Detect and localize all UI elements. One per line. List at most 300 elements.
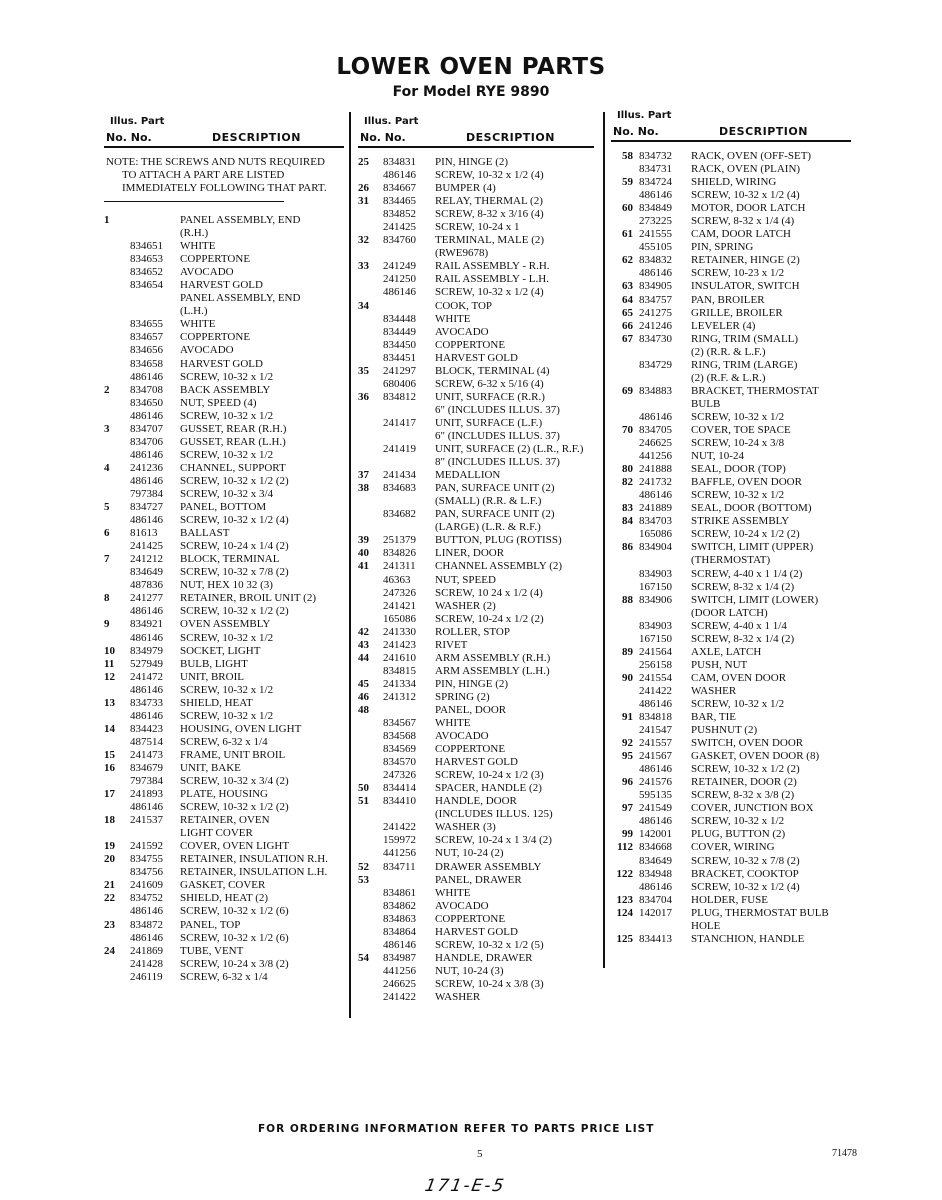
part-no: 486146 bbox=[130, 905, 163, 918]
part-no: 241421 bbox=[383, 599, 416, 612]
part-no: 241869 bbox=[130, 944, 163, 957]
part-row bbox=[611, 385, 851, 398]
illus-no: 66 bbox=[622, 319, 633, 332]
part-row bbox=[104, 553, 344, 566]
part-description: BULB bbox=[691, 397, 721, 410]
part-no: 486146 bbox=[130, 514, 163, 527]
illus-no bbox=[358, 574, 383, 587]
part-no: 834948 bbox=[639, 867, 672, 880]
part-description: RACK, OVEN (OFF-SET) bbox=[691, 150, 812, 162]
illus-no bbox=[358, 286, 383, 299]
illus-no bbox=[358, 743, 383, 756]
illus-no bbox=[358, 495, 383, 508]
part-description: AVOCADO bbox=[435, 730, 489, 743]
part-row bbox=[104, 397, 344, 410]
part-no: 167150 bbox=[639, 580, 672, 593]
part-no: 834449 bbox=[383, 325, 416, 338]
part-description: GUSSET, REAR (L.H.) bbox=[180, 435, 286, 448]
part-row bbox=[611, 463, 851, 476]
illus-no: 21 bbox=[104, 879, 115, 892]
part-row bbox=[358, 887, 594, 900]
part-row bbox=[358, 234, 594, 247]
part-no: 834863 bbox=[383, 912, 416, 925]
part-row bbox=[358, 574, 594, 587]
part-no: 834651 bbox=[130, 240, 163, 253]
part-description: SCREW, 10-32 x 1/2 bbox=[691, 815, 785, 828]
part-no: 241537 bbox=[130, 814, 163, 827]
part-no: 834657 bbox=[130, 331, 163, 344]
header-rule bbox=[358, 146, 594, 148]
part-description: SCREW, 10-32 x 1/2 (2) bbox=[691, 763, 800, 776]
illus-no: 92 bbox=[622, 737, 633, 750]
part-no: 81613 bbox=[130, 527, 158, 540]
part-no: 241275 bbox=[639, 306, 672, 319]
part-row bbox=[104, 266, 344, 279]
illus-no bbox=[358, 443, 383, 456]
illus-no: 5 bbox=[104, 501, 110, 514]
part-description: ARM ASSEMBLY (L.H.) bbox=[435, 664, 550, 677]
part-row bbox=[358, 900, 594, 913]
illus-no bbox=[104, 775, 130, 788]
illus-no bbox=[104, 801, 130, 814]
header-description: DESCRIPTION bbox=[212, 131, 301, 144]
part-description: HARVEST GOLD bbox=[435, 756, 518, 769]
part-description: PANEL, TOP bbox=[180, 918, 241, 931]
illus-no bbox=[358, 508, 383, 521]
part-no: 834410 bbox=[383, 795, 416, 808]
part-no: 834872 bbox=[130, 918, 163, 931]
illus-no bbox=[611, 789, 639, 802]
part-no: 834831 bbox=[383, 156, 416, 168]
part-description: MEDALLION bbox=[435, 469, 501, 482]
part-description: STANCHION, HANDLE bbox=[691, 932, 805, 945]
part-description: RING, TRIM (SMALL) bbox=[691, 332, 799, 345]
part-description: SCREW, 8-32 x 3/8 (2) bbox=[691, 789, 795, 802]
part-row bbox=[104, 449, 344, 462]
part-row bbox=[104, 488, 344, 501]
part-no: 486146 bbox=[639, 697, 672, 710]
part-description: SCREW, 6-32 x 1/4 bbox=[180, 735, 268, 748]
part-description: HARVEST GOLD bbox=[435, 351, 518, 364]
column-divider-2 bbox=[603, 112, 605, 968]
part-no: 680406 bbox=[383, 377, 416, 390]
part-row bbox=[104, 905, 344, 918]
illus-no bbox=[104, 684, 130, 697]
part-description: SCREW, 8-32 x 1/4 (2) bbox=[691, 632, 795, 645]
illus-no bbox=[611, 581, 639, 594]
part-row bbox=[358, 626, 594, 639]
part-row bbox=[358, 169, 594, 182]
illus-no: 50 bbox=[358, 782, 369, 795]
parts-list bbox=[104, 214, 344, 984]
part-description: (SMALL) (R.R. & L.F.) bbox=[435, 495, 542, 508]
note-line: NOTE: THE SCREWS AND NUTS REQUIRED bbox=[106, 156, 325, 168]
part-row bbox=[358, 260, 594, 273]
part-description: SWITCH, LIMIT (UPPER) bbox=[691, 541, 814, 554]
part-no: 834755 bbox=[130, 853, 163, 866]
part-row bbox=[104, 879, 344, 892]
part-no: 241592 bbox=[130, 840, 163, 853]
part-row bbox=[104, 736, 344, 749]
part-description: BACK ASSEMBLY bbox=[180, 383, 271, 396]
part-description: (L.H.) bbox=[180, 305, 208, 318]
illus-no bbox=[358, 521, 383, 534]
part-description: RING, TRIM (LARGE) bbox=[691, 358, 798, 371]
part-no: 834656 bbox=[130, 344, 163, 357]
part-row bbox=[104, 540, 344, 553]
illus-no bbox=[611, 398, 639, 411]
part-no bbox=[383, 874, 435, 887]
column-header bbox=[104, 114, 344, 146]
part-description: SCREW, 10-32 x 1/2 (6) bbox=[180, 905, 289, 918]
part-description: SCREW, 10-23 x 1/2 bbox=[691, 267, 785, 280]
illus-no: 40 bbox=[358, 547, 369, 560]
part-row bbox=[358, 508, 594, 521]
illus-no bbox=[611, 698, 639, 711]
part-row bbox=[358, 182, 594, 195]
illus-no: 64 bbox=[622, 293, 633, 306]
part-row bbox=[358, 365, 594, 378]
illus-no: 3 bbox=[104, 422, 110, 435]
part-no: 486146 bbox=[639, 815, 672, 828]
part-row bbox=[611, 228, 851, 241]
illus-no bbox=[358, 326, 383, 339]
part-description: GRILLE, BROILER bbox=[691, 306, 783, 319]
part-description: WASHER bbox=[435, 991, 481, 1003]
illus-no bbox=[358, 208, 383, 221]
part-description: LINER, DOOR bbox=[435, 547, 505, 560]
part-no bbox=[383, 247, 435, 260]
part-no: 834423 bbox=[130, 722, 163, 735]
part-no: 834904 bbox=[639, 541, 672, 554]
part-row bbox=[611, 607, 851, 620]
part-row bbox=[358, 795, 594, 808]
part-row bbox=[358, 691, 594, 704]
part-row bbox=[104, 318, 344, 331]
illus-no bbox=[611, 346, 639, 359]
part-description: PANEL, DRAWER bbox=[435, 873, 522, 886]
part-row bbox=[358, 352, 594, 365]
part-description: SCREW, 10-32 x 1/2 bbox=[691, 489, 785, 502]
part-no: 834731 bbox=[639, 163, 672, 176]
illus-no bbox=[611, 633, 639, 646]
part-row bbox=[611, 855, 851, 868]
part-row bbox=[104, 475, 344, 488]
part-no: 834649 bbox=[130, 566, 163, 579]
part-description: WHITE bbox=[435, 886, 471, 899]
illus-no: 19 bbox=[104, 840, 115, 853]
illus-no bbox=[358, 730, 383, 743]
illus-no bbox=[611, 359, 639, 372]
part-description: CAM, OVEN DOOR bbox=[691, 671, 787, 684]
part-row bbox=[358, 782, 594, 795]
part-row bbox=[358, 717, 594, 730]
part-row bbox=[611, 515, 851, 528]
part-row bbox=[358, 300, 594, 313]
part-no: 834861 bbox=[383, 886, 416, 899]
part-row bbox=[611, 672, 851, 685]
part-no: 246625 bbox=[639, 437, 672, 450]
part-no: 273225 bbox=[639, 215, 672, 228]
part-no: 241555 bbox=[639, 228, 672, 241]
part-row bbox=[104, 892, 344, 905]
part-row bbox=[611, 202, 851, 215]
part-no: 246625 bbox=[383, 977, 416, 990]
part-row bbox=[611, 476, 851, 489]
illus-no bbox=[358, 808, 383, 821]
part-row bbox=[104, 971, 344, 984]
illus-no: 84 bbox=[622, 515, 633, 528]
part-no: 834451 bbox=[383, 351, 416, 364]
part-description: HARVEST GOLD bbox=[435, 925, 518, 938]
part-no bbox=[130, 292, 180, 305]
part-no: 486146 bbox=[639, 880, 672, 893]
part-no: 797384 bbox=[130, 487, 163, 500]
illus-no bbox=[104, 266, 130, 279]
part-no bbox=[383, 404, 435, 417]
part-row bbox=[611, 568, 851, 581]
illus-no: 61 bbox=[622, 228, 633, 241]
illus-no: 4 bbox=[104, 461, 110, 474]
part-row bbox=[358, 952, 594, 965]
part-description: RACK, OVEN (PLAIN) bbox=[691, 163, 801, 176]
part-row bbox=[104, 279, 344, 292]
note-line: TO ATTACH A PART ARE LISTED bbox=[122, 169, 285, 181]
header-no-no: No. No. bbox=[613, 125, 659, 138]
illus-no bbox=[358, 926, 383, 939]
part-description: BUMPER (4) bbox=[435, 182, 496, 195]
part-no: 486146 bbox=[130, 709, 163, 722]
illus-no: 51 bbox=[358, 795, 369, 808]
part-row bbox=[611, 241, 851, 254]
part-row bbox=[104, 801, 344, 814]
part-no: 834679 bbox=[130, 761, 163, 774]
part-row bbox=[358, 821, 594, 834]
part-no bbox=[130, 214, 180, 227]
illus-no bbox=[104, 605, 130, 618]
part-no: 441256 bbox=[383, 847, 416, 860]
part-row bbox=[611, 920, 851, 933]
part-no bbox=[130, 827, 180, 840]
part-row bbox=[358, 978, 594, 991]
part-description: SCREW, 4-40 x 1 1/4 bbox=[691, 619, 787, 632]
part-no bbox=[383, 495, 435, 508]
part-no: 834705 bbox=[639, 423, 672, 436]
part-description: LEVELER (4) bbox=[691, 319, 756, 332]
illus-no bbox=[104, 632, 130, 645]
illus-no: 62 bbox=[622, 254, 633, 267]
part-row bbox=[358, 587, 594, 600]
part-description: SWITCH, OVEN DOOR bbox=[691, 737, 804, 750]
part-description: SCREW, 10-32 x 1/2 bbox=[180, 631, 274, 644]
part-no: 247326 bbox=[383, 586, 416, 599]
illus-no bbox=[358, 456, 383, 469]
part-description: SCREW, 10-32 x 1/2 (4) bbox=[435, 286, 544, 299]
part-no: 241422 bbox=[383, 991, 416, 1003]
part-no: 241893 bbox=[130, 788, 163, 801]
illus-no bbox=[611, 437, 639, 450]
part-row bbox=[358, 430, 594, 443]
part-description: SCREW, 10-24 x 1/2 (3) bbox=[435, 769, 544, 782]
part-no bbox=[383, 430, 435, 443]
part-description: SCREW, 8-32 x 3/16 (4) bbox=[435, 208, 544, 221]
part-no: 246119 bbox=[130, 970, 163, 983]
part-description: SCREW, 10-24 x 3/8 bbox=[691, 437, 785, 450]
illus-no bbox=[104, 866, 130, 879]
illus-no bbox=[104, 436, 130, 449]
part-description: SCREW, 10 24 x 1/2 (4) bbox=[435, 586, 543, 599]
illus-no bbox=[358, 600, 383, 613]
part-row bbox=[358, 965, 594, 978]
part-description: BLOCK, TERMINAL (4) bbox=[435, 364, 550, 377]
part-no: 834448 bbox=[383, 312, 416, 325]
part-description: PAN, SURFACE UNIT (2) bbox=[435, 482, 555, 495]
part-no: 834652 bbox=[130, 266, 163, 279]
part-no: 241425 bbox=[130, 540, 163, 553]
part-description: SCREW, 10-32 x 1/2 bbox=[180, 370, 274, 383]
illus-no bbox=[611, 855, 639, 868]
part-row bbox=[104, 358, 344, 371]
part-description: SCREW, 4-40 x 1 1/4 (2) bbox=[691, 567, 803, 580]
illus-no bbox=[611, 489, 639, 502]
part-description: HANDLE, DOOR bbox=[435, 795, 517, 808]
illus-no bbox=[104, 540, 130, 553]
illus-no: 60 bbox=[622, 202, 633, 215]
part-no: 834826 bbox=[383, 547, 416, 560]
handwritten-reference: 171-E-5 bbox=[423, 1176, 508, 1196]
part-description: SCREW, 8-32 x 1/4 (2) bbox=[691, 580, 795, 593]
part-no: 46363 bbox=[383, 573, 411, 586]
illus-no bbox=[358, 756, 383, 769]
illus-no: 95 bbox=[622, 750, 633, 763]
illus-no bbox=[104, 971, 130, 984]
part-no: 834732 bbox=[639, 150, 672, 162]
illus-no: 16 bbox=[104, 761, 115, 774]
illus-no: 20 bbox=[104, 853, 115, 866]
part-description: SHIELD, HEAT (2) bbox=[180, 892, 269, 905]
part-row bbox=[104, 762, 344, 775]
part-no: 486146 bbox=[130, 931, 163, 944]
illus-no bbox=[611, 763, 639, 776]
part-no: 241732 bbox=[639, 476, 672, 489]
part-description: SCREW, 10-32 x 3/4 bbox=[180, 487, 274, 500]
part-no: 241311 bbox=[383, 560, 416, 573]
part-no: 241334 bbox=[383, 677, 416, 690]
part-no: 241417 bbox=[383, 416, 416, 429]
illus-no: 34 bbox=[358, 299, 369, 312]
part-row bbox=[358, 639, 594, 652]
part-row bbox=[358, 874, 594, 887]
part-no: 834903 bbox=[639, 619, 672, 632]
illus-no bbox=[104, 827, 130, 840]
part-description: (LARGE) (L.R. & R.F.) bbox=[435, 521, 541, 534]
part-description: CAM, DOOR LATCH bbox=[691, 228, 791, 241]
illus-no bbox=[104, 710, 130, 723]
part-row bbox=[611, 541, 851, 554]
part-description: PUSH, NUT bbox=[691, 658, 748, 671]
illus-no: 65 bbox=[622, 306, 633, 319]
illus-no bbox=[358, 587, 383, 600]
illus-no: 6 bbox=[104, 527, 110, 540]
part-description: 6" (INCLUDES ILLUS. 37) bbox=[435, 429, 560, 442]
part-no: 797384 bbox=[130, 775, 163, 788]
part-row bbox=[104, 592, 344, 605]
part-row bbox=[611, 489, 851, 502]
parts-column-1 bbox=[104, 114, 344, 984]
part-no: 486146 bbox=[130, 605, 163, 618]
part-description: BAR, TIE bbox=[691, 711, 737, 724]
illus-no: 67 bbox=[622, 332, 633, 345]
part-row bbox=[611, 646, 851, 659]
part-description: SCREW, 10-32 x 1/2 (4) bbox=[691, 189, 800, 202]
illus-no: 33 bbox=[358, 260, 369, 273]
part-row bbox=[104, 410, 344, 423]
part-row bbox=[611, 307, 851, 320]
illus-no: 23 bbox=[104, 918, 115, 931]
illus-no: 88 bbox=[622, 593, 633, 606]
part-no: 486146 bbox=[383, 938, 416, 951]
part-row bbox=[104, 723, 344, 736]
part-description: WHITE bbox=[180, 318, 216, 331]
part-description: UNIT, SURFACE (L.F.) bbox=[435, 416, 543, 429]
part-row bbox=[611, 215, 851, 228]
illus-no: 7 bbox=[104, 553, 110, 566]
part-no: 241610 bbox=[383, 651, 416, 664]
part-no: 165086 bbox=[383, 612, 416, 625]
part-row bbox=[104, 214, 344, 227]
part-row bbox=[104, 866, 344, 879]
illus-no bbox=[104, 475, 130, 488]
part-row bbox=[611, 280, 851, 293]
part-no: 241277 bbox=[130, 592, 163, 605]
illus-no bbox=[358, 847, 383, 860]
part-no: 834733 bbox=[130, 696, 163, 709]
header-description: DESCRIPTION bbox=[466, 131, 555, 144]
part-no: 241576 bbox=[639, 776, 672, 789]
part-description: SCREW, 10-24 x 1 bbox=[435, 221, 520, 234]
illus-no: 12 bbox=[104, 670, 115, 683]
part-row bbox=[611, 554, 851, 567]
part-no bbox=[639, 398, 691, 411]
illus-no bbox=[104, 579, 130, 592]
illus-no: 36 bbox=[358, 390, 369, 403]
part-no: 241549 bbox=[639, 802, 672, 815]
header-illus-part: Illus. Part bbox=[617, 110, 672, 121]
part-no: 486146 bbox=[383, 286, 416, 299]
part-row bbox=[358, 847, 594, 860]
part-row bbox=[611, 659, 851, 672]
note-block bbox=[106, 156, 344, 195]
part-row bbox=[611, 398, 851, 411]
part-description: WHITE bbox=[435, 312, 471, 325]
parts-column-3 bbox=[611, 108, 851, 946]
part-description: NUT, 10-24 bbox=[691, 450, 744, 463]
illus-no bbox=[104, 344, 130, 357]
part-row bbox=[611, 933, 851, 946]
illus-no: 41 bbox=[358, 560, 369, 573]
part-row bbox=[104, 788, 344, 801]
part-no bbox=[639, 607, 691, 620]
illus-no bbox=[611, 568, 639, 581]
part-row bbox=[611, 150, 851, 163]
illus-no bbox=[358, 352, 383, 365]
part-row bbox=[611, 267, 851, 280]
part-no: 241312 bbox=[383, 690, 416, 703]
part-description: ROLLER, STOP bbox=[435, 625, 510, 638]
part-row bbox=[358, 208, 594, 221]
part-no: 241472 bbox=[130, 670, 163, 683]
illus-no: 43 bbox=[358, 638, 369, 651]
